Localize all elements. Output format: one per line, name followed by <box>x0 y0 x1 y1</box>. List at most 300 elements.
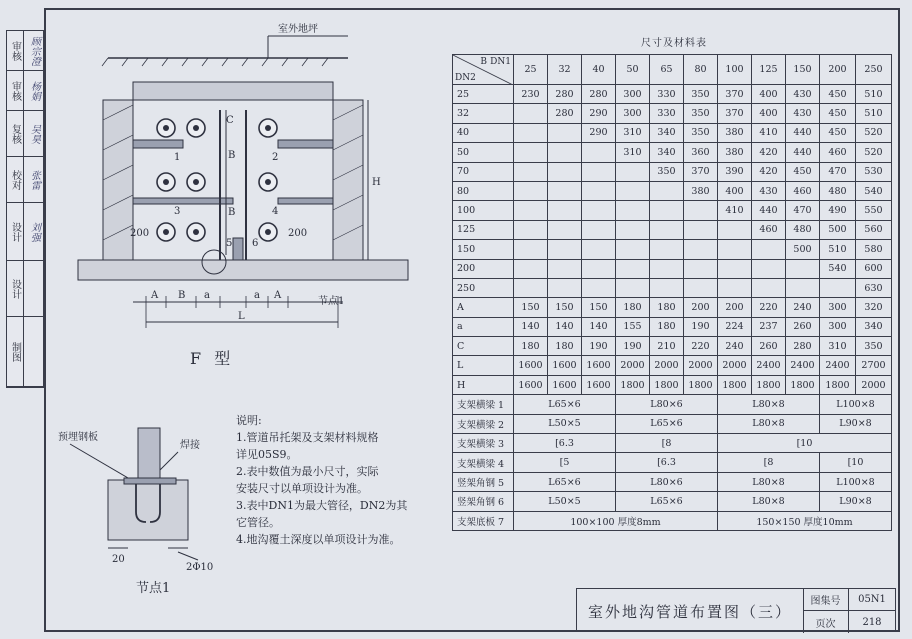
material-spec-cell: L80×8 <box>718 414 820 433</box>
pipe-number-5: 5 <box>226 238 233 249</box>
b-value-cell: 410 <box>752 123 786 142</box>
b-value-cell: 550 <box>856 201 892 220</box>
b-value-cell: 540 <box>856 181 892 200</box>
b-value-cell: 310 <box>616 143 650 162</box>
material-row <box>453 453 892 472</box>
b-value-cell <box>548 143 582 162</box>
drawing-title: 室外地沟管道布置图（三） <box>577 589 804 633</box>
material-spec-cell: 150×150 厚度10mm <box>718 511 892 530</box>
dn2-label-cell: 32 <box>453 104 514 123</box>
b-value-cell <box>548 240 582 259</box>
dn2-label-cell: 100 <box>453 201 514 220</box>
dn1-header-cell: 50 <box>616 55 650 85</box>
material-row <box>453 395 892 414</box>
signoff-role: 设计 <box>7 203 24 260</box>
dim-B-vert-1: B <box>228 150 236 161</box>
b-value-cell <box>684 220 718 239</box>
b-value-cell <box>616 220 650 239</box>
b-value-cell <box>616 240 650 259</box>
b-value-cell: 530 <box>856 162 892 181</box>
b-value-cell: 450 <box>786 162 820 181</box>
material-spec-cell: L80×6 <box>616 395 718 414</box>
title-block <box>576 588 896 632</box>
dimension-value-cell: 180 <box>616 298 650 317</box>
node-callout: 节点1 <box>318 296 345 307</box>
b-value-cell: 440 <box>786 123 820 142</box>
material-label-cell: 支架横梁 3 <box>453 434 514 453</box>
dimension-value-cell: 2000 <box>684 356 718 375</box>
dimension-value-cell: 1800 <box>786 375 820 394</box>
b-value-cell <box>718 220 752 239</box>
b-value-cell <box>548 259 582 278</box>
dimension-row <box>453 356 892 375</box>
b-row <box>453 85 892 104</box>
b-value-cell: 230 <box>514 85 548 104</box>
dimension-value-cell: 140 <box>548 317 582 336</box>
dimension-material-table <box>452 54 892 531</box>
ground-label: 室外地坪 <box>278 24 318 35</box>
material-label-cell: 支架横梁 4 <box>453 453 514 472</box>
b-value-cell <box>582 201 616 220</box>
b-value-cell: 400 <box>752 104 786 123</box>
material-spec-cell: [6.3 <box>616 453 718 472</box>
dimension-label-cell: H <box>453 375 514 394</box>
b-row <box>453 162 892 181</box>
page-label: 页次 <box>803 611 849 633</box>
dimension-value-cell: 340 <box>856 317 892 336</box>
material-label-cell: 支架底板 7 <box>453 511 514 530</box>
dimension-value-cell: 1600 <box>582 375 616 394</box>
corner-dn1: DN1 <box>490 56 511 67</box>
dimension-value-cell: 1600 <box>514 356 548 375</box>
dimension-value-cell: 180 <box>650 317 684 336</box>
b-value-cell: 440 <box>786 143 820 162</box>
dimension-value-cell: 155 <box>616 317 650 336</box>
material-label-cell: 竖架角钢 5 <box>453 472 514 491</box>
b-value-cell <box>718 278 752 297</box>
material-spec-cell: L80×8 <box>718 472 820 491</box>
b-value-cell <box>582 259 616 278</box>
b-value-cell: 360 <box>684 143 718 162</box>
dimension-value-cell: 1800 <box>820 375 856 394</box>
dimension-value-cell: 300 <box>820 298 856 317</box>
b-value-cell <box>582 162 616 181</box>
material-spec-cell: L80×6 <box>616 472 718 491</box>
dn1-header-cell: 150 <box>786 55 820 85</box>
b-value-cell: 520 <box>856 123 892 142</box>
b-value-cell <box>650 220 684 239</box>
detail-title: 节点1 <box>136 581 171 596</box>
b-value-cell: 390 <box>718 162 752 181</box>
dn1-header-cell: 250 <box>856 55 892 85</box>
dimension-value-cell: 2700 <box>856 356 892 375</box>
detail-dim: 20 <box>112 554 125 565</box>
b-value-cell: 400 <box>718 181 752 200</box>
dimension-value-cell: 140 <box>582 317 616 336</box>
b-value-cell: 440 <box>752 201 786 220</box>
b-value-cell <box>548 162 582 181</box>
material-spec-cell: L50×5 <box>514 492 616 511</box>
material-spec-cell: [10 <box>820 453 892 472</box>
b-value-cell: 430 <box>752 181 786 200</box>
dimension-value-cell: 280 <box>786 337 820 356</box>
b-value-cell <box>514 201 548 220</box>
b-value-cell <box>752 259 786 278</box>
material-label-cell: 竖架角钢 6 <box>453 492 514 511</box>
signoff-row <box>7 111 43 157</box>
dimension-value-cell: 350 <box>856 337 892 356</box>
dimension-value-cell: 150 <box>548 298 582 317</box>
signoff-row <box>7 261 43 317</box>
b-value-cell <box>786 259 820 278</box>
dimension-value-cell: 1600 <box>548 375 582 394</box>
dimension-value-cell: 180 <box>650 298 684 317</box>
dimension-value-cell: 2000 <box>650 356 684 375</box>
dim-C: C <box>226 115 234 126</box>
dimension-value-cell: 190 <box>582 337 616 356</box>
b-value-cell: 280 <box>548 104 582 123</box>
node-detail-drawing <box>48 420 238 620</box>
b-value-cell: 460 <box>752 220 786 239</box>
dim-A-left: A <box>151 290 159 301</box>
dimension-value-cell: 220 <box>752 298 786 317</box>
corner-b: B <box>480 56 487 67</box>
b-row <box>453 259 892 278</box>
signoff-row <box>7 203 43 261</box>
b-value-cell <box>514 220 548 239</box>
material-row <box>453 492 892 511</box>
b-value-cell <box>514 259 548 278</box>
dn1-header-cell: 200 <box>820 55 856 85</box>
dimension-value-cell: 2000 <box>616 356 650 375</box>
dimension-value-cell: 1800 <box>616 375 650 394</box>
dn1-header-cell: 25 <box>514 55 548 85</box>
material-label-cell: 支架横梁 1 <box>453 395 514 414</box>
dimension-value-cell: 2400 <box>752 356 786 375</box>
b-value-cell: 510 <box>856 85 892 104</box>
dn1-header-cell: 125 <box>752 55 786 85</box>
b-value-cell: 580 <box>856 240 892 259</box>
b-value-cell <box>548 278 582 297</box>
b-value-cell <box>650 278 684 297</box>
b-value-cell: 340 <box>650 123 684 142</box>
dimension-value-cell: 150 <box>582 298 616 317</box>
signoff-row <box>7 157 43 203</box>
b-value-cell: 350 <box>684 123 718 142</box>
b-value-cell <box>752 240 786 259</box>
b-value-cell <box>616 259 650 278</box>
dimension-value-cell: 2400 <box>820 356 856 375</box>
signoff-role: 校对 <box>7 157 24 202</box>
dimension-value-cell: 2000 <box>856 375 892 394</box>
dn2-label-cell: 200 <box>453 259 514 278</box>
dimension-label-cell: L <box>453 356 514 375</box>
b-value-cell <box>786 278 820 297</box>
note-line: 1.管道吊托架及支架材料规格 <box>236 431 379 444</box>
pipe-number-3: 3 <box>174 206 181 217</box>
b-value-cell: 510 <box>820 240 856 259</box>
b-value-cell: 280 <box>582 85 616 104</box>
b-value-cell: 330 <box>650 104 684 123</box>
b-value-cell: 460 <box>786 181 820 200</box>
dimension-value-cell: 190 <box>684 317 718 336</box>
b-value-cell: 280 <box>548 85 582 104</box>
material-spec-cell: L65×6 <box>616 414 718 433</box>
table-header-row <box>453 55 892 85</box>
material-row <box>453 472 892 491</box>
b-value-cell: 480 <box>820 181 856 200</box>
signoff-signature: 杨娟 <box>28 80 40 101</box>
note-line: 详见05S9。 <box>236 448 298 461</box>
b-value-cell <box>548 181 582 200</box>
dimension-value-cell: 260 <box>786 317 820 336</box>
dimension-value-cell: 1600 <box>582 356 616 375</box>
b-value-cell: 370 <box>718 104 752 123</box>
dim-B: B <box>178 290 186 301</box>
dim-A-right: A <box>274 290 282 301</box>
b-value-cell <box>548 123 582 142</box>
b-value-cell: 560 <box>856 220 892 239</box>
dimension-value-cell: 2000 <box>718 356 752 375</box>
dimension-value-cell: 240 <box>786 298 820 317</box>
dimension-value-cell: 190 <box>616 337 650 356</box>
b-value-cell <box>582 240 616 259</box>
note-line: 2.表中数值为最小尺寸，实际 <box>236 465 379 478</box>
dimension-value-cell: 310 <box>820 337 856 356</box>
dn1-header-cell: 40 <box>582 55 616 85</box>
material-spec-cell: [8 <box>616 434 718 453</box>
material-spec-cell: [5 <box>514 453 616 472</box>
b-value-cell: 290 <box>582 104 616 123</box>
material-row <box>453 434 892 453</box>
dn2-label-cell: 125 <box>453 220 514 239</box>
b-value-cell <box>650 259 684 278</box>
pipe-number-6: 6 <box>252 238 259 249</box>
dim-200-right: 200 <box>288 228 308 239</box>
dn2-label-cell: 70 <box>453 162 514 181</box>
b-value-cell: 370 <box>684 162 718 181</box>
table-corner-cell <box>453 55 514 85</box>
signoff-sidebar <box>6 30 44 388</box>
embed-plate-label: 预埋钢板 <box>58 432 98 443</box>
signoff-row <box>7 31 43 71</box>
material-spec-cell: L80×8 <box>718 395 820 414</box>
b-value-cell: 400 <box>752 85 786 104</box>
signoff-role: 审核 <box>7 71 24 110</box>
b-row <box>453 240 892 259</box>
b-value-cell: 500 <box>820 220 856 239</box>
dimension-value-cell: 220 <box>684 337 718 356</box>
pipe-number-1: 1 <box>174 152 181 163</box>
dimension-label-cell: C <box>453 337 514 356</box>
atlas-label: 图集号 <box>803 589 849 611</box>
b-value-cell: 630 <box>856 278 892 297</box>
note-line: 它管径。 <box>236 516 280 529</box>
b-value-cell: 490 <box>820 201 856 220</box>
b-value-cell: 450 <box>820 123 856 142</box>
b-value-cell <box>514 162 548 181</box>
b-row <box>453 104 892 123</box>
b-value-cell <box>684 278 718 297</box>
b-value-cell <box>582 143 616 162</box>
b-value-cell: 300 <box>616 104 650 123</box>
b-value-cell <box>582 220 616 239</box>
b-value-cell <box>650 240 684 259</box>
material-spec-cell: L65×6 <box>514 395 616 414</box>
b-value-cell: 480 <box>786 220 820 239</box>
note-line: 3.表中DN1为最大管径，DN2为其 <box>236 499 408 512</box>
dimension-value-cell: 240 <box>718 337 752 356</box>
material-spec-cell: L65×6 <box>514 472 616 491</box>
dimension-value-cell: 2400 <box>786 356 820 375</box>
b-value-cell <box>514 181 548 200</box>
dimension-value-cell: 200 <box>684 298 718 317</box>
dimension-value-cell: 300 <box>820 317 856 336</box>
dimension-value-cell: 1800 <box>650 375 684 394</box>
dn1-header-cell: 32 <box>548 55 582 85</box>
b-value-cell: 420 <box>752 162 786 181</box>
material-spec-cell: [6.3 <box>514 434 616 453</box>
b-value-cell: 310 <box>616 123 650 142</box>
material-spec-cell: 100×100 厚度8mm <box>514 511 718 530</box>
pipe-number-4: 4 <box>272 206 279 217</box>
b-value-cell <box>514 143 548 162</box>
b-value-cell <box>752 278 786 297</box>
dimension-value-cell: 1800 <box>752 375 786 394</box>
b-value-cell: 350 <box>650 162 684 181</box>
b-row <box>453 143 892 162</box>
signoff-role: 复核 <box>7 111 24 156</box>
b-row <box>453 278 892 297</box>
corner-dn2: DN2 <box>455 72 476 83</box>
b-value-cell: 300 <box>616 85 650 104</box>
b-value-cell <box>582 181 616 200</box>
dimension-row <box>453 337 892 356</box>
material-spec-cell: L65×6 <box>616 492 718 511</box>
b-value-cell <box>616 181 650 200</box>
dim-a-left: a <box>204 290 210 301</box>
b-value-cell: 430 <box>786 85 820 104</box>
dimension-value-cell: 1800 <box>718 375 752 394</box>
trench-section-drawing <box>48 10 448 410</box>
dimension-value-cell: 180 <box>548 337 582 356</box>
signoff-role: 制图 <box>7 317 24 386</box>
dimension-value-cell: 260 <box>752 337 786 356</box>
b-value-cell <box>616 162 650 181</box>
b-value-cell <box>616 201 650 220</box>
page-value: 218 <box>862 616 882 628</box>
b-value-cell: 350 <box>684 85 718 104</box>
signoff-role: 设计 <box>7 261 24 316</box>
b-value-cell <box>718 240 752 259</box>
b-value-cell: 370 <box>718 85 752 104</box>
dimension-value-cell: 150 <box>514 298 548 317</box>
b-row <box>453 201 892 220</box>
b-row <box>453 181 892 200</box>
b-value-cell: 510 <box>856 104 892 123</box>
dn1-header-cell: 80 <box>684 55 718 85</box>
b-value-cell: 520 <box>856 143 892 162</box>
b-value-cell <box>616 278 650 297</box>
b-value-cell <box>684 259 718 278</box>
dn1-header-cell: 100 <box>718 55 752 85</box>
b-value-cell: 350 <box>684 104 718 123</box>
b-value-cell: 500 <box>786 240 820 259</box>
b-value-cell <box>514 278 548 297</box>
dimension-row <box>453 298 892 317</box>
b-value-cell <box>684 201 718 220</box>
material-label-cell: 支架横梁 2 <box>453 414 514 433</box>
dimension-value-cell: 237 <box>752 317 786 336</box>
weld-label: 焊接 <box>180 440 200 451</box>
dimension-row <box>453 375 892 394</box>
b-value-cell <box>718 259 752 278</box>
material-row <box>453 511 892 530</box>
b-value-cell: 470 <box>786 201 820 220</box>
signoff-signature: 吴昊 <box>28 123 40 144</box>
pipe-number-2: 2 <box>272 152 279 163</box>
b-value-cell: 420 <box>752 143 786 162</box>
material-spec-cell: [8 <box>718 453 820 472</box>
b-value-cell: 450 <box>820 104 856 123</box>
signoff-signature <box>25 317 43 386</box>
b-value-cell <box>650 181 684 200</box>
signoff-row <box>7 71 43 111</box>
b-value-cell: 460 <box>820 143 856 162</box>
material-spec-cell: L90×8 <box>820 414 892 433</box>
b-value-cell: 540 <box>820 259 856 278</box>
dim-200-left: 200 <box>130 228 150 239</box>
b-value-cell <box>820 278 856 297</box>
notes-block <box>236 412 446 548</box>
dimension-value-cell: 140 <box>514 317 548 336</box>
b-row <box>453 123 892 142</box>
b-value-cell: 380 <box>718 123 752 142</box>
b-value-cell <box>650 201 684 220</box>
dimension-value-cell: 210 <box>650 337 684 356</box>
signoff-role: 审核 <box>7 31 24 70</box>
dn1-header-cell: 65 <box>650 55 684 85</box>
b-value-cell <box>548 201 582 220</box>
b-value-cell <box>684 240 718 259</box>
rebar-label: 2Φ10 <box>186 562 214 573</box>
dimension-label-cell: a <box>453 317 514 336</box>
signoff-signature: 张雷 <box>28 169 40 190</box>
atlas-value: 05N1 <box>849 589 895 611</box>
material-spec-cell: [10 <box>718 434 892 453</box>
b-value-cell: 430 <box>786 104 820 123</box>
b-value-cell: 380 <box>718 143 752 162</box>
b-value-cell <box>514 240 548 259</box>
b-value-cell: 380 <box>684 181 718 200</box>
b-value-cell: 410 <box>718 201 752 220</box>
dimension-label-cell: A <box>453 298 514 317</box>
dim-L: L <box>238 311 245 322</box>
dimension-value-cell: 1800 <box>684 375 718 394</box>
notes-heading: 说明: <box>236 414 262 427</box>
b-value-cell <box>582 278 616 297</box>
dn2-label-cell: 150 <box>453 240 514 259</box>
material-spec-cell: L80×8 <box>718 492 820 511</box>
b-value-cell: 470 <box>820 162 856 181</box>
dim-B-vert-2: B <box>228 207 236 218</box>
signoff-signature: 顾宗澄 <box>28 35 40 66</box>
note-line: 安装尺寸以单项设计为准。 <box>236 482 368 495</box>
b-value-cell: 290 <box>582 123 616 142</box>
dimension-row <box>453 317 892 336</box>
dn2-label-cell: 50 <box>453 143 514 162</box>
dim-H: H <box>372 177 381 188</box>
